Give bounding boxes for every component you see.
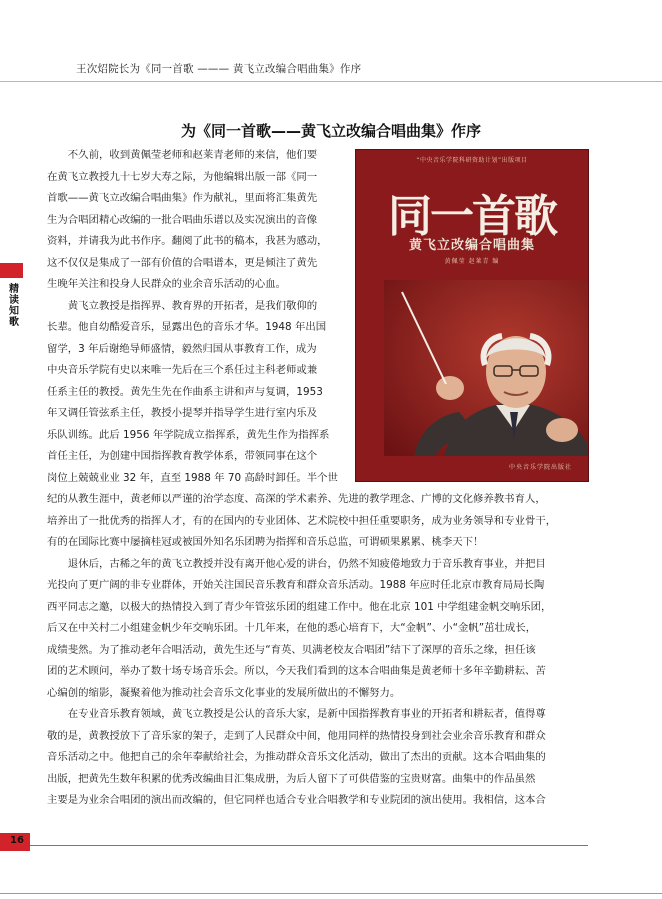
page-number: 16 — [10, 835, 24, 846]
header-rule — [0, 81, 662, 82]
section-label-char: 精 — [9, 284, 19, 295]
section-label — [9, 284, 23, 328]
text-line: 心编创的缩影，凝聚着他为推动社会音乐文化事业的发展所做出的不懈努力。 — [47, 686, 401, 699]
cover-authors: 黄佩莹 赵莱青 编 — [444, 258, 500, 265]
text-line: 首歌——黄飞立改编合唱曲集》作为献礼，里面将汇集黄先 — [47, 192, 318, 204]
text-line: 有的在国际比赛中屡摘桂冠或被国外知名乐团聘为指挥和音乐总监，可谓硕果累累、桃李天下！ — [47, 536, 484, 548]
text-line: 不久前，收到黄佩莹老师和赵莱青老师的来信，他们要 — [67, 149, 318, 161]
text-line: 乐队训练。此后 1956 年学院成立指挥系，黄先生作为指挥系 — [47, 428, 330, 441]
text-line: 光投向了更广阔的非专业群体，开始关注国民音乐教育和群众音乐活动。1988 年应时任北京市教育局局长陶 — [47, 579, 545, 591]
cover-top-text: “中央音乐学院科研资助计划”出版项目 — [416, 157, 528, 164]
text-line: 年又调任管弦系主任，教授小提琴并指导学生进行室内乐及 — [47, 407, 318, 419]
cover-subtitle: 黄飞立改编合唱曲集 — [408, 238, 535, 253]
footer-rule — [30, 845, 588, 846]
running-header: 王次炤院长为《同一首歌 ——— 黄飞立改编合唱曲集》作序 — [76, 63, 362, 75]
page-bottom-edge — [0, 893, 662, 894]
text-line: 团的艺术顾问，举办了数十场专场音乐会。所以，今天我们看到的这本合唱曲集是黄老师十多年辛勤耕耘、苦 — [47, 665, 546, 677]
text-line: 主要是为业余合唱团的演出而改编的，但它同样也适合专业合唱教学和专业院团的演出使用。我相信，这本合 — [47, 794, 546, 806]
text-line: 首任主任，为创建中国指挥教育教学体系，带领同事在这个 — [47, 450, 318, 462]
section-tab-marker — [0, 263, 23, 278]
text-line: 留学，3 年后谢绝导师盛情，毅然归国从事教育工作，成为 — [47, 342, 317, 355]
section-label-char: 读 — [9, 295, 19, 306]
text-line: 生晚年关注和投身人民群众的业余音乐活动的心血。 — [47, 278, 286, 290]
section-label-char: 歌 — [9, 317, 19, 328]
text-line: 后又在中关村二小组建金帆少年交响乐团。十几年来，在他的悉心培育下，大“金帆”、小“金帆”茁壮成长， — [47, 622, 537, 634]
text-line: 纪的从教生涯中，黄老师以严谨的治学态度、高深的学术素养、先进的教学理念、广博的文化修养教书育人， — [47, 493, 546, 505]
article-title: 为《同一首歌——黄飞立改编合唱曲集》作序 — [180, 122, 481, 140]
text-line: 培养出了一批优秀的指挥人才，有的在国内的专业团体、艺术院校中担任重要职务，成为业务领导和专业骨干， — [47, 514, 557, 527]
text-line: 任系主任的教授。黄先生先在作曲系主讲和声与复调，1953 — [47, 385, 323, 398]
text-line: 中央音乐学院有史以来唯一先后在三个系任过主科老师或兼 — [47, 364, 318, 376]
text-line: 在黄飞立教授九十七岁大寿之际，为他编辑出版一部《同一 — [47, 170, 318, 183]
text-line: 退休后，古稀之年的黄飞立教授并没有离开他心爱的讲台，仍然不知疲倦地致力于音乐教育事业，并把目 — [67, 557, 546, 570]
text-line: 出版，把黄先生数年积累的优秀改编曲目汇集成册，为后人留下了可供借鉴的宝贵财富。曲集中的作品虽然 — [47, 772, 536, 785]
cover-title: 同一首歌 — [388, 191, 556, 242]
text-line: 这不仅仅是集成了一部有价值的合唱谱本，更是倾注了黄先 — [47, 256, 318, 269]
text-line: 敬的是，黄教授放下了音乐家的架子，走到了人民群众中间，他用同样的热情投身到社会业余音乐教育和群众 — [47, 729, 546, 742]
text-line: 生为合唱团精心改编的一批合唱曲乐谱以及实况演出的音像 — [47, 213, 318, 226]
text-line: 资料，并请我为此书作序。翻阅了此书的稿本，我甚为感动， — [47, 235, 328, 247]
section-label-char: 知 — [9, 306, 19, 317]
text-line: 在专业音乐教育领域，黄飞立教授是公认的音乐大家，是新中国指挥教育事业的开拓者和耕耘者，值得尊 — [67, 708, 546, 720]
article-body — [47, 145, 590, 812]
text-line: 长辈。他自幼酷爱音乐，显露出色的音乐才华。1948 年出国 — [47, 321, 327, 333]
text-line: 成绩斐然。为了推动老年合唱活动，黄先生还与“育英、贝满老校友合唱团”结下了深厚的音乐之缘，担任该 — [47, 643, 536, 656]
cover-publisher: 中央音乐学院出版社 — [508, 464, 572, 471]
text-line: 西平同志之邀，以极大的热情投入到了青少年管弦乐团的组建工作中。他在北京 101 中学组建金帆交响乐团， — [47, 600, 552, 613]
text-line: 音乐活动之中。他把自己的余年奉献给社会，为推动群众音乐文化活动，做出了杰出的贡献。这本合唱曲集的 — [47, 751, 546, 763]
text-line: 岗位上兢兢业业 32 年，直至 1988 年 70 高龄时卸任。半个世 — [47, 471, 338, 484]
text-line: 黄飞立教授是指挥界、教育界的开拓者，是我们敬仰的 — [67, 299, 318, 312]
